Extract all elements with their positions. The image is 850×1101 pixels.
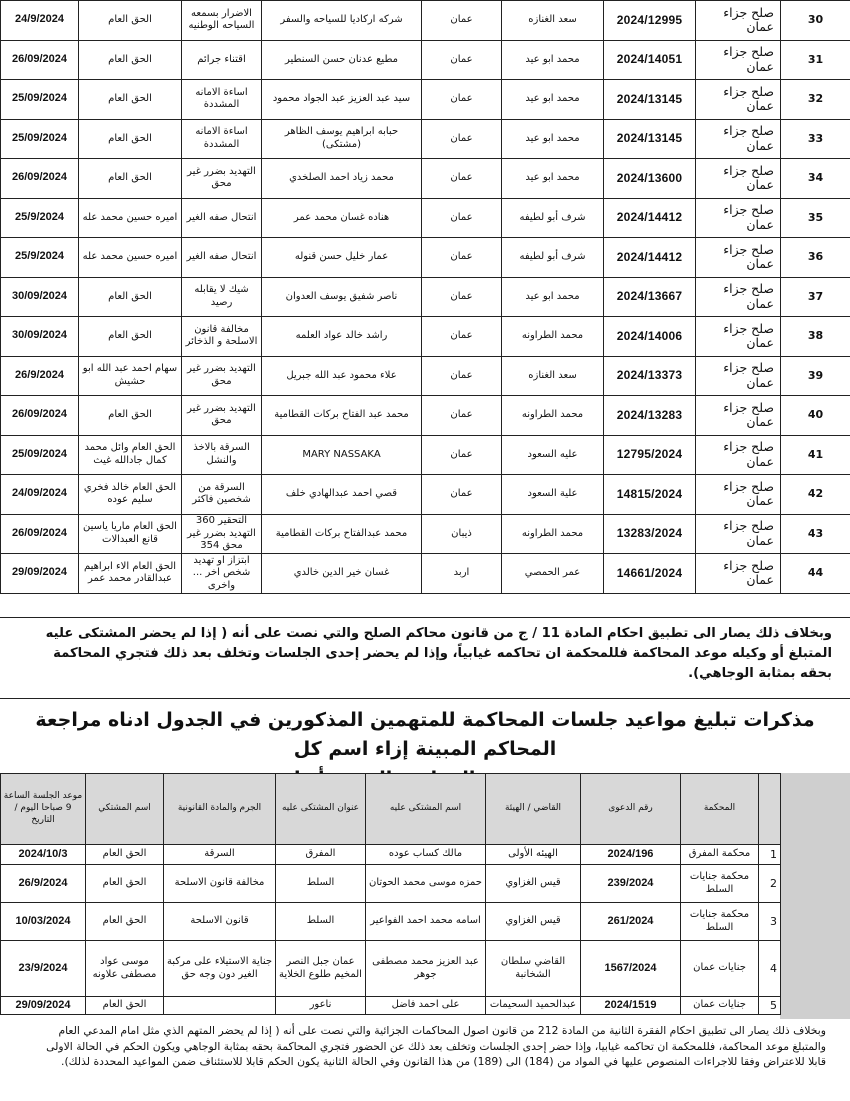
crime-cell: السرقة: [164, 845, 276, 865]
address-cell: ذيبان: [422, 514, 502, 554]
defendant-cell: محمد زياد احمد الصلخدي: [262, 159, 422, 199]
crime-cell: شيك لا يقابله رصيد: [182, 277, 262, 317]
judge-cell: محمد الطراونه: [502, 396, 604, 436]
row-number: 5: [759, 997, 781, 1015]
address-cell: السلط: [276, 903, 366, 941]
table-row: [1, 396, 850, 436]
case-number-cell: 2024/12995: [604, 1, 696, 41]
session-date-cell: 24/9/2024: [1, 1, 79, 41]
address-cell: عمان: [422, 277, 502, 317]
address-cell: عمان: [422, 396, 502, 436]
table-row: [1, 435, 850, 475]
row-number: 35: [781, 198, 850, 238]
address-cell: عمان: [422, 475, 502, 515]
complainant-cell: الحق العام: [79, 159, 182, 199]
complainant-cell: الحق العام: [86, 903, 164, 941]
crime-cell: مخالفة قانون الاسلحة و الذخائر: [182, 317, 262, 357]
crime-cell: اساءة الامانه المشددة: [182, 80, 262, 120]
address-cell: السلط: [276, 865, 366, 903]
table-row: [1, 903, 781, 941]
session-date-cell: 23/9/2024: [1, 941, 86, 997]
address-cell: عمان: [422, 80, 502, 120]
judge-cell: القاضي سلطان الشخانبة: [486, 941, 581, 997]
defendant-cell: حبابه ابراهيم يوسف الظاهر (مشتكى): [262, 119, 422, 159]
complainant-cell: الحق العام: [79, 277, 182, 317]
case-number-cell: 12795/2024: [604, 435, 696, 475]
complainant-cell: الحق العام: [86, 865, 164, 903]
row-number: 31: [781, 40, 850, 80]
row-number: 3: [759, 903, 781, 941]
judge-cell: محمد ابو عيد: [502, 40, 604, 80]
complainant-cell: الحق العام: [79, 119, 182, 159]
session-date-cell: 30/09/2024: [1, 277, 79, 317]
crime-cell: السرقة بالاخذ والنشل: [182, 435, 262, 475]
session-date-cell: 10/03/2024: [1, 903, 86, 941]
defendant-cell: هناده غسان محمد عمر: [262, 198, 422, 238]
defendant-cell: مالك كساب عوده: [366, 845, 486, 865]
court-cell: صلح جزاء عمان: [696, 238, 781, 278]
table-row: [1, 119, 850, 159]
court-cell: صلح جزاء عمان: [696, 198, 781, 238]
defendant-cell: سيد عبد العزيز عبد الجواد محمود: [262, 80, 422, 120]
case-number-cell: 2024/14412: [604, 238, 696, 278]
address-cell: اربد: [422, 554, 502, 594]
row-number: 37: [781, 277, 850, 317]
defendant-cell: على احمد فاضل: [366, 997, 486, 1015]
crime-cell: التحقير 360 التهديد بضرر غير محق 354: [182, 514, 262, 554]
table-row: [1, 159, 850, 199]
judge-cell: محمد ابو عيد: [502, 119, 604, 159]
table-row: [1, 941, 781, 997]
address-cell: المفرق: [276, 845, 366, 865]
session-date-cell: 26/9/2024: [1, 865, 86, 903]
court-cell: صلح جزاء عمان: [696, 40, 781, 80]
complainant-cell: الحق العام: [79, 396, 182, 436]
session-date-cell: 30/09/2024: [1, 317, 79, 357]
defendant-cell: مطيع عدنان حسن السنطير: [262, 40, 422, 80]
crime-cell: الاضرار بسمعه السياحه الوطنيه: [182, 1, 262, 41]
address-cell: عمان: [422, 119, 502, 159]
case-number-cell: 2024/13373: [604, 356, 696, 396]
complainant-cell: الحق العام الاء ابراهيم عبدالقادر محمد عمر: [79, 554, 182, 594]
case-number-cell: 239/2024: [581, 865, 681, 903]
defendant-cell: عبد العزيز محمد مصطفى جوهر: [366, 941, 486, 997]
crime-cell: قانون الاسلحة: [164, 903, 276, 941]
header-judge: القاضي / الهيئة: [486, 774, 581, 845]
crime-cell: التهديد بضرر غير محق: [182, 159, 262, 199]
address-cell: عمان: [422, 40, 502, 80]
table-row: [1, 845, 781, 865]
judge-cell: عمر الحمصي: [502, 554, 604, 594]
table-row: [1, 317, 850, 357]
court-cell: صلح جزاء عمان: [696, 159, 781, 199]
session-date-cell: 26/09/2024: [1, 159, 79, 199]
judge-cell: سعد الغنازه: [502, 1, 604, 41]
judge-cell: شرف أبو لطيفه: [502, 198, 604, 238]
table-header-row: [1, 774, 781, 845]
case-number-cell: 2024/13145: [604, 80, 696, 120]
legal-note-text: وبخلاف ذلك يصار الى تطبيق احكام المادة 11 / ج من قانون محاكم الصلح والتي نصت على أنه ( إذا لم يحضر المشتكى عليه المتبلغ أو وكيله موعد المحاكمة فللمحكمة ان تحاكمه غيابياً، وإذا لم يحضر إحدى الجلسات وتخلف بعد ذلك فتجري المحاكمة بحقه بمثابة الوجاهي).: [45, 626, 832, 681]
table-row: [1, 238, 850, 278]
court-cell: صلح جزاء عمان: [696, 1, 781, 41]
session-date-cell: 24/09/2024: [1, 475, 79, 515]
row-number: 32: [781, 80, 850, 120]
judge-cell: عليه السعود: [502, 435, 604, 475]
defendant-cell: اسامه محمد احمد الفواعير: [366, 903, 486, 941]
crime-cell: التهديد بضرر غير محق: [182, 396, 262, 436]
case-number-cell: 14661/2024: [604, 554, 696, 594]
session-date-cell: 25/09/2024: [1, 435, 79, 475]
session-date-cell: 26/09/2024: [1, 514, 79, 554]
address-cell: ناعور: [276, 997, 366, 1015]
row-number: 39: [781, 356, 850, 396]
complainant-cell: الحق العام: [79, 1, 182, 41]
address-cell: عمان: [422, 356, 502, 396]
court-cell: صلح جزاء عمان: [696, 514, 781, 554]
table-row: [1, 356, 850, 396]
row-number: 42: [781, 475, 850, 515]
judge-cell: محمد الطراونه: [502, 514, 604, 554]
court-cell: صلح جزاء عمان: [696, 356, 781, 396]
case-number-cell: 2024/14412: [604, 198, 696, 238]
header-court: المحكمة: [681, 774, 759, 845]
defendant-cell: عمار خليل حسن قنوله: [262, 238, 422, 278]
table-row: [1, 554, 850, 594]
defendant-cell: ناصر شفيق يوسف العدوان: [262, 277, 422, 317]
court-cell: صلح جزاء عمان: [696, 80, 781, 120]
table-row: [1, 40, 850, 80]
court-cell: صلح جزاء عمان: [696, 317, 781, 357]
address-cell: عمان: [422, 238, 502, 278]
judge-cell: عبدالحميد السحيمات: [486, 997, 581, 1015]
row-number: 40: [781, 396, 850, 436]
row-number: 34: [781, 159, 850, 199]
case-number-cell: 261/2024: [581, 903, 681, 941]
row-number: 38: [781, 317, 850, 357]
judge-cell: قيس الغزاوي: [486, 903, 581, 941]
court-cell: صلح جزاء عمان: [696, 119, 781, 159]
table-row: [1, 514, 850, 554]
court-cell: صلح جزاء عمان: [696, 277, 781, 317]
court-cell: صلح جزاء عمان: [696, 554, 781, 594]
session-date-cell: 25/09/2024: [1, 80, 79, 120]
case-number-cell: 1567/2024: [581, 941, 681, 997]
header-defendant: اسم المشتكى عليه: [366, 774, 486, 845]
session-date-cell: 29/09/2024: [1, 997, 86, 1015]
court-cell: صلح جزاء عمان: [696, 396, 781, 436]
complainant-cell: اميره حسين محمد عله: [79, 238, 182, 278]
crime-cell: [164, 997, 276, 1015]
complainant-cell: الحق العام وائل محمد كمال جادالله غيث: [79, 435, 182, 475]
judge-cell: قيس الغزاوي: [486, 865, 581, 903]
address-cell: عمان: [422, 1, 502, 41]
header-address: عنوان المشتكى عليه: [276, 774, 366, 845]
complainant-cell: الحق العام: [86, 997, 164, 1015]
judge-cell: محمد ابو عيد: [502, 159, 604, 199]
header-complainant: اسم المشتكي: [86, 774, 164, 845]
judge-cell: علية السعود: [502, 475, 604, 515]
complainant-cell: الحق العام: [79, 80, 182, 120]
court-cell: صلح جزاء عمان: [696, 435, 781, 475]
court-sessions-table-2: [0, 773, 781, 1015]
legal-note-text: وبخلاف ذلك يصار الى تطبيق احكام الفقرة الثانية من المادة 212 من قانون اصول المحاكمات الجزائية والتي نصت على أنه ( إذا لم يحضر المتهم الذي مثل امام المدعي العام والمتبلغ موعد المحاكمة، فللمحكمة ان تحاكمه غيابيا، وإذا حضر إحدى الجلسات وتخلف بعد ذلك عن الحضور فتجري المحاكمة بحقه بمثابة الوجاهي ويكون الحكم في الحالة الاولى قابلا للاعتراض وفقا للاجراءات المنصوص عليها في المواد من (184) الى (189) من هذا القانون وفي الحالة الثانية يكون الحكم قابلا للاستئناف ضمن المواعيد المحددة لذلك).: [46, 1024, 826, 1069]
crime-cell: انتحال صفه الغير: [182, 198, 262, 238]
header-index: [759, 774, 781, 845]
court-cell: محكمة المفرق: [681, 845, 759, 865]
complainant-cell: سهام احمد عبد الله ابو حشيش: [79, 356, 182, 396]
session-date-cell: 26/09/2024: [1, 396, 79, 436]
court-cell: محكمة جنايات السلط: [681, 903, 759, 941]
row-number: 43: [781, 514, 850, 554]
case-number-cell: 2024/13600: [604, 159, 696, 199]
crime-cell: جناية الاستيلاء على مركبة الغير دون وجه حق: [164, 941, 276, 997]
case-number-cell: 2024/14006: [604, 317, 696, 357]
table-row: [1, 80, 850, 120]
row-number: 44: [781, 554, 850, 594]
defendant-cell: MARY NASSAKA: [262, 435, 422, 475]
legal-note-article-11: [0, 617, 850, 699]
table-row: [1, 997, 781, 1015]
crime-cell: التهديد بضرر غير محق: [182, 356, 262, 396]
case-number-cell: 2024/13283: [604, 396, 696, 436]
case-number-cell: 13283/2024: [604, 514, 696, 554]
row-number: 1: [759, 845, 781, 865]
defendant-cell: غسان خير الدين خالدي: [262, 554, 422, 594]
scan-margin-strip: [780, 773, 850, 1019]
complainant-cell: الحق العام ماريا ياسين قانع العبدالات: [79, 514, 182, 554]
row-number: 4: [759, 941, 781, 997]
defendant-cell: شركه اركاديا للسياحه والسفر: [262, 1, 422, 41]
court-cell: جنايات عمان: [681, 941, 759, 997]
table-row: [1, 1, 850, 41]
complainant-cell: الحق العام خالد فخري سليم عوده: [79, 475, 182, 515]
table-row: [1, 277, 850, 317]
row-number: 36: [781, 238, 850, 278]
legal-note-article-212: [0, 1019, 850, 1101]
crime-cell: انتحال صفه الغير: [182, 238, 262, 278]
header-case-number: رقم الدعوى: [581, 774, 681, 845]
defendant-cell: علاء محمود عبد الله جبريل: [262, 356, 422, 396]
complainant-cell: موسى عواد مصطفى علاونه: [86, 941, 164, 997]
judge-cell: محمد ابو عيد: [502, 80, 604, 120]
judge-cell: سعد الغنازه: [502, 356, 604, 396]
defendant-cell: محمد عبد الفتاح بركات القطامية: [262, 396, 422, 436]
address-cell: عمان: [422, 198, 502, 238]
complainant-cell: الحق العام: [79, 317, 182, 357]
table-row: [1, 475, 850, 515]
court-cell: جنايات عمان: [681, 997, 759, 1015]
case-number-cell: 2024/196: [581, 845, 681, 865]
defendant-cell: حمزه موسى محمد الحوتان: [366, 865, 486, 903]
row-number: 41: [781, 435, 850, 475]
session-date-cell: 25/9/2024: [1, 198, 79, 238]
row-number: 30: [781, 1, 850, 41]
row-number: 2: [759, 865, 781, 903]
row-number: 33: [781, 119, 850, 159]
header-session-date: موعد الجلسة الساعة 9 صباحا اليوم / التاريخ: [1, 774, 86, 845]
table-row: [1, 865, 781, 903]
court-cell: صلح جزاء عمان: [696, 475, 781, 515]
complainant-cell: اميره حسين محمد عله: [79, 198, 182, 238]
notice-heading-line-1: مذكرات تبليغ مواعيد جلسات المحاكمة للمتهمين المذكورين في الجدول ادناه مراجعة المحاكم المبينة إزاء اسم كل: [35, 709, 815, 761]
session-date-cell: 26/09/2024: [1, 40, 79, 80]
complainant-cell: الحق العام: [79, 40, 182, 80]
judge-cell: شرف أبو لطيفه: [502, 238, 604, 278]
defendant-cell: قصي احمد عبدالهادي خلف: [262, 475, 422, 515]
table-row: [1, 198, 850, 238]
session-date-cell: 29/09/2024: [1, 554, 79, 594]
judge-cell: محمد الطراونه: [502, 317, 604, 357]
crime-cell: السرقة من شخصين فاكثر: [182, 475, 262, 515]
session-date-cell: 26/9/2024: [1, 356, 79, 396]
judge-cell: محمد ابو عيد: [502, 277, 604, 317]
session-date-cell: 25/9/2024: [1, 238, 79, 278]
complainant-cell: الحق العام: [86, 845, 164, 865]
case-number-cell: 14815/2024: [604, 475, 696, 515]
session-date-cell: 25/09/2024: [1, 119, 79, 159]
crime-cell: اقتناء جرائم: [182, 40, 262, 80]
address-cell: عمان: [422, 159, 502, 199]
header-crime: الجرم والمادة القانونية: [164, 774, 276, 845]
crime-cell: ابتزاز او تهديد شخص اخر ... واخرى: [182, 554, 262, 594]
defendant-cell: محمد عبدالفتاح بركات القطامية: [262, 514, 422, 554]
defendant-cell: راشد خالد عواد العلمه: [262, 317, 422, 357]
crime-cell: اساءة الامانه المشددة: [182, 119, 262, 159]
crime-cell: مخالفة قانون الاسلحة: [164, 865, 276, 903]
court-cell: محكمة جنايات السلط: [681, 865, 759, 903]
address-cell: عمان جبل النصر المخيم طلوع الخلاية: [276, 941, 366, 997]
session-date-cell: 2024/10/3: [1, 845, 86, 865]
address-cell: عمان: [422, 317, 502, 357]
case-number-cell: 2024/14051: [604, 40, 696, 80]
case-number-cell: 2024/13667: [604, 277, 696, 317]
judge-cell: الهيئه الأولى: [486, 845, 581, 865]
case-number-cell: 2024/13145: [604, 119, 696, 159]
address-cell: عمان: [422, 435, 502, 475]
case-number-cell: 2024/1519: [581, 997, 681, 1015]
